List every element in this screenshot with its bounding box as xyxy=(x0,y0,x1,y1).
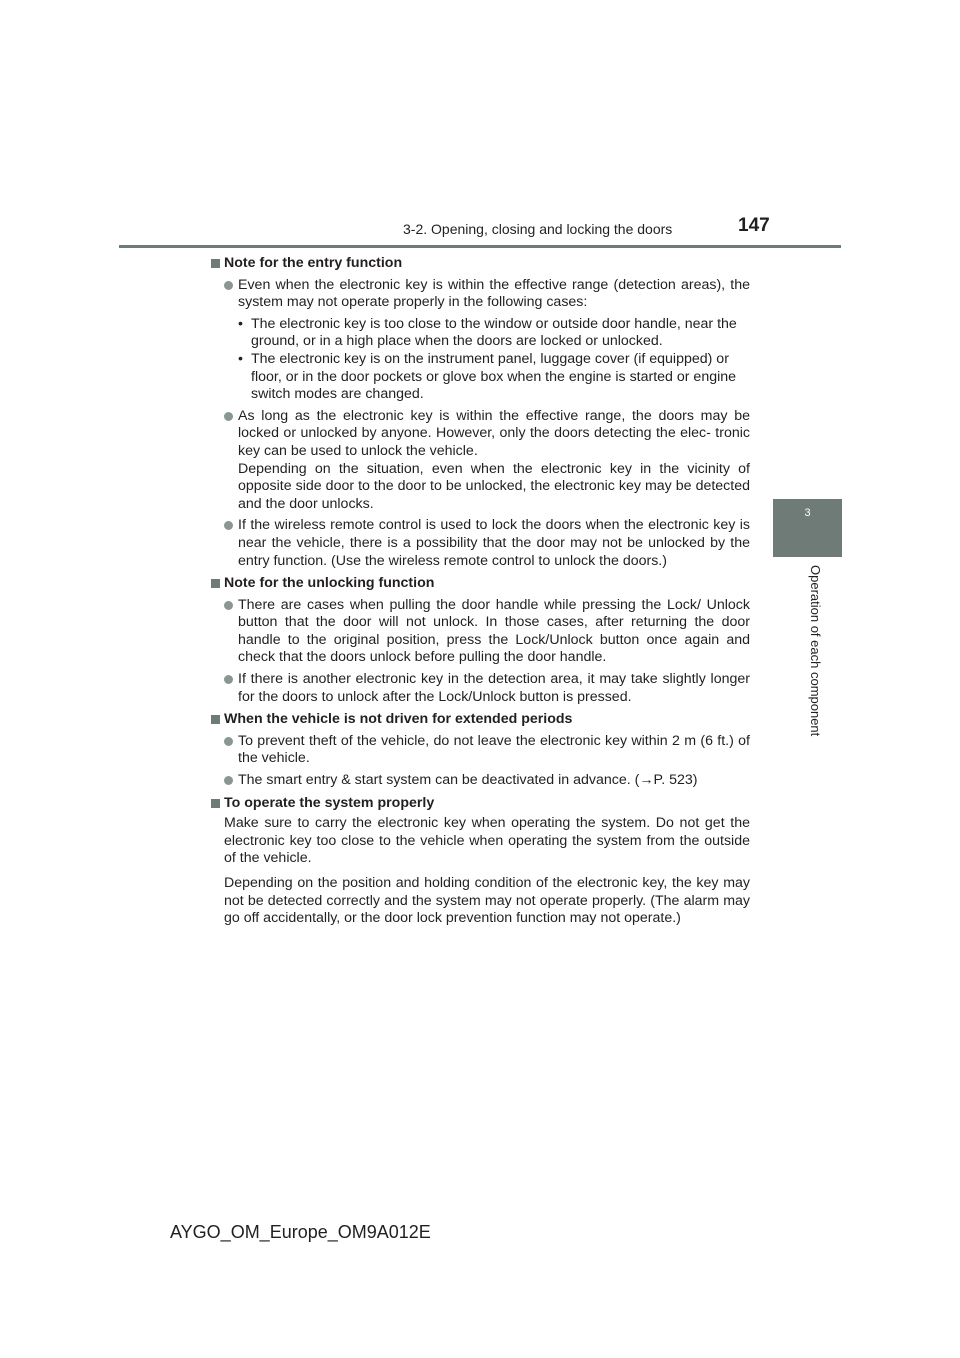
list-item: If the wireless remote control is used to lock the doors when the electronic key is near the vehicle, there is a possibility that the door may not be unlocked by the entry function. (Use the wireless remote control to unlock the doors.) xyxy=(210,517,750,570)
list-item: To prevent theft of the vehicle, do not leave the electronic key within 2 m (6 ft.) of the vehicle. xyxy=(210,733,750,768)
chapter-number: 3 xyxy=(804,507,811,519)
section-heading: Note for the unlocking function xyxy=(210,575,750,593)
round-bullet-icon xyxy=(224,776,233,785)
header-divider xyxy=(119,245,841,248)
section-title: 3-2. Opening, closing and locking the doors xyxy=(403,221,673,237)
paragraph: Depending on the position and holding condition of the electronic key, the key may not be detected correctly and the system may not operate properly. (The alarm may go off accidentally, or the door lock prevention function may not operate.) xyxy=(224,875,750,927)
section-heading: To operate the system properly xyxy=(210,795,750,813)
list-item: As long as the electronic key is within the effective range, the doors may be locked or unlocked by anyone. However, only the doors detecting the elec- tronic key can be used to unlock the vehicle. Depending on the situation, even when the electronic key in the vicinity of opposite side door to the door to be unlocked, the electronic key may be detected and the door unlocks. xyxy=(210,408,750,514)
square-bullet-icon xyxy=(211,579,220,588)
page-content xyxy=(210,255,750,928)
round-bullet-icon xyxy=(224,737,233,746)
sub-list xyxy=(210,316,750,404)
square-bullet-icon xyxy=(211,715,220,724)
round-bullet-icon xyxy=(224,412,233,421)
chapter-label: Operation of each component xyxy=(808,565,823,737)
list-item: If there is another electronic key in the detection area, it may take slightly longer for the doors to unlock after the Lock/Unlock button is pressed. xyxy=(210,671,750,706)
dot-bullet-icon: • xyxy=(238,315,243,332)
chapter-tab xyxy=(773,499,842,557)
round-bullet-icon xyxy=(224,675,233,684)
list-item: There are cases when pulling the door handle while pressing the Lock/ Unlock button that the door will not unlock. In those cases, after returning the door handle to the original position, press the Lock/Unlock button once again and check that the doors unlock before pulling the door handle. xyxy=(210,597,750,667)
dot-bullet-icon: • xyxy=(238,350,243,367)
sub-list-item: • The electronic key is on the instrument panel, luggage cover (if equipped) or floor, or in the door pockets or glove box when the engine is started or engine switch modes are changed. xyxy=(238,350,737,403)
page-number: 147 xyxy=(738,215,770,236)
square-bullet-icon xyxy=(211,799,220,808)
square-bullet-icon xyxy=(211,259,220,268)
section-heading: When the vehicle is not driven for extended periods xyxy=(210,711,750,729)
section-heading: Note for the entry function xyxy=(210,255,750,273)
sub-list-item: • The electronic key is too close to the window or outside door handle, near the ground, or in a high place when the doors are locked or unlocked. xyxy=(238,315,737,350)
list-item: The smart entry & start system can be deactivated in advance. (→P. 523) xyxy=(210,772,750,790)
list-item: Even when the electronic key is within the effective range (detection areas), the system may not operate properly in the following cases: xyxy=(210,277,750,312)
round-bullet-icon xyxy=(224,601,233,610)
round-bullet-icon xyxy=(224,281,233,290)
paragraph: Make sure to carry the electronic key when operating the system. Do not get the electronic key too close to the vehicle when operating the system from the outside of the vehicle. xyxy=(224,815,750,867)
document-footer: AYGO_OM_Europe_OM9A012E xyxy=(170,1222,431,1242)
